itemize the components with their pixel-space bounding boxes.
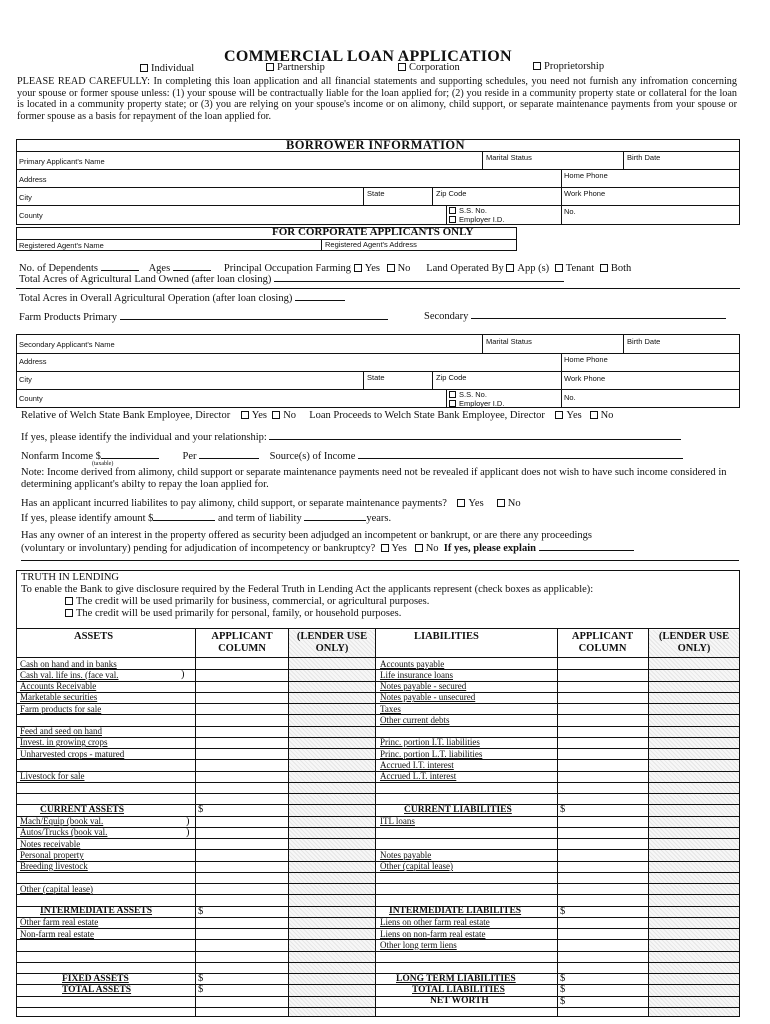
checkbox-icon — [533, 62, 541, 70]
farm-products-row: Farm Products Primary — [19, 310, 388, 323]
table-row-line — [16, 1007, 740, 1008]
asset-row-label: Personal property — [20, 849, 84, 860]
asset-row-label: Feed and seed on hand — [20, 726, 102, 736]
assets-header: ASSETS — [74, 631, 114, 642]
zip-label: Zip Code — [436, 189, 467, 198]
liability-row-label: Life insurance loans — [380, 669, 453, 680]
table-row-line — [16, 928, 740, 929]
note-paragraph: Note: Income derived from alimony, child support or separate maintenance payments need not be revealed if applicant does not wish to have such income considered in determining applicant's abilty to repay the loan applied for. — [21, 467, 727, 490]
asset-row-label: Breeding livestock — [20, 861, 88, 871]
borrower-heading: BORROWER INFORMATION — [286, 138, 465, 152]
asset-row-label: Notes receivable — [20, 838, 81, 849]
table-row-line — [16, 726, 740, 727]
option-individual[interactable]: Individual — [140, 63, 194, 74]
paren-close: ) — [186, 826, 190, 838]
state-label: State — [367, 189, 385, 198]
asset-row-label: TOTAL ASSETS — [62, 984, 132, 995]
truth-heading: TRUTH IN LENDING — [21, 572, 119, 583]
table-row-line — [16, 669, 740, 670]
table-row-line — [16, 883, 740, 884]
asset-row-label: Livestock for sale — [20, 771, 85, 781]
table-row-line — [16, 816, 740, 817]
checkbox-icon — [266, 63, 274, 71]
asset-row-label: Unharvested crops - matured — [20, 748, 125, 759]
liability-row-label: Accounts payable — [380, 658, 445, 669]
asset-row-label: Mach/Equip (book val. — [20, 816, 104, 826]
lender-use-header-right: (LENDER USE ONLY) — [658, 631, 730, 654]
secondary-no-label: No. — [564, 393, 576, 402]
voluntary-row: (voluntary or involuntary) pending for adjudication of incompetency or bankruptcy? Yes No If yes, please explain — [21, 541, 634, 554]
liability-row-label: INTERMEDIATE LIABILITES — [389, 906, 522, 916]
liability-row-label: Notes payable - secured — [380, 681, 467, 691]
option-corporation[interactable]: Corporation — [398, 62, 460, 73]
notice-paragraph: PLEASE READ CAREFULLY: In completing this loan application and all financial statements and supporting schedules, you need not furnish any infromation concerning your spouse or former spouse unless: (1) your spouse will be contractually liable for the loan applied for; (2) you reside in a community property state or collateral for the loan is located in a community property state; or (3) you are relying on your spouse's income or on alimony, child support, or separate maintenance payments from your spouse or former spouse as a basis for repayment of the loan applied for. — [17, 76, 737, 122]
dependents-row: No. of Dependents Ages Principal Occupation Farming Yes No Land Operated By App (s) Tenant Both — [19, 263, 632, 274]
nonfarm-income-row: Nonfarm Income $ Per Source(s) of Income — [21, 449, 683, 462]
liability-row-label: Accrued I.T. interest — [380, 759, 454, 770]
liability-row-label: ITL loans — [380, 816, 415, 826]
address-label: Address — [19, 175, 47, 184]
agent-name-label: Registered Agent's Name — [19, 241, 104, 250]
asset-row-label: Cash on hand and in banks — [20, 658, 117, 669]
applicant-column-header-left: APPLICANT COLUMN — [211, 631, 273, 654]
checkbox-icon — [398, 63, 406, 71]
secondary-zip-label: Zip Code — [436, 373, 467, 382]
asset-row-label: Non-farm real estate — [20, 928, 94, 939]
table-row-line — [16, 917, 740, 918]
personal-purpose-option[interactable]: The credit will be used primarily for personal, family, or household purposes. — [65, 608, 401, 619]
county-label: County — [19, 211, 43, 220]
asset-row-label: FIXED ASSETS — [62, 973, 129, 984]
table-row-line — [16, 681, 740, 682]
asset-row-label: Other (capital lease) — [20, 883, 93, 894]
asset-row-label: Farm products for sale — [20, 703, 102, 714]
no-label: No. — [564, 207, 576, 216]
table-row-line — [16, 827, 740, 828]
secondary-marital-label: Marital Status — [486, 337, 532, 346]
lender-use-header-left: (LENDER USE ONLY) — [296, 631, 368, 654]
liability-row-label: Other (capital lease) — [380, 861, 453, 871]
table-row-line — [16, 692, 740, 693]
corporate-heading: FOR CORPORATE APPLICANTS ONLY — [272, 226, 474, 238]
relative-row: Relative of Welch State Bank Employee, Director Yes No Loan Proceeds to Welch State Bank Employee, Director Yes No — [21, 410, 614, 421]
secondary-name-label: Secondary Applicant's Name — [19, 340, 115, 349]
table-row-line — [16, 849, 740, 850]
acres-overall-row: Total Acres in Overall Agricultural Operation (after loan closing) — [19, 291, 345, 304]
primary-name-label: Primary Applicant's Name — [19, 157, 105, 166]
table-row-line — [16, 737, 740, 738]
truth-intro: To enable the Bank to give disclosure required by the Federal Truth in Lending Act the applicants represent (check boxes as applicable): — [21, 584, 594, 595]
option-proprietorship[interactable]: Proprietorship — [533, 61, 604, 72]
liability-row-label: Liens on other farm real estate — [380, 917, 490, 928]
secondary-products-row: Secondary — [424, 309, 726, 322]
table-row-line — [16, 894, 740, 895]
ssn-option[interactable]: S.S. No. — [449, 206, 487, 215]
liability-row-label: Other long term liens — [380, 939, 457, 950]
financial-table — [16, 628, 740, 1017]
liability-row-label: Notes payable — [380, 849, 432, 860]
asset-row-label: Cash val. life ins. (face val. — [20, 669, 119, 680]
dollar-sign: $ — [198, 984, 204, 996]
table-row-line — [16, 714, 740, 715]
table-row-line — [16, 804, 740, 805]
owner-interest-row: Has any owner of an interest in the property offered as security been adjudged an incompetent or bankrupt, or are there any proceedings — [21, 530, 592, 541]
table-row-line — [16, 861, 740, 862]
form-title: COMMERCIAL LOAN APPLICATION — [224, 48, 512, 65]
table-row-line — [16, 872, 740, 873]
table-row-line — [16, 962, 740, 963]
liability-row-label: TOTAL LIABILITIES — [412, 984, 505, 995]
asset-row-label: Other farm real estate — [20, 917, 99, 928]
birth-label: Birth Date — [627, 153, 661, 162]
asset-row-label: INTERMEDIATE ASSETS — [40, 906, 153, 916]
paren-close: ) — [186, 815, 190, 827]
table-row-line — [16, 703, 740, 704]
table-row-line — [16, 838, 740, 839]
lender-shade-left — [288, 630, 375, 1016]
paren-close: ) — [181, 669, 185, 681]
liabilities-header: LIABILITIES — [414, 631, 479, 642]
acres-owned-row: Total Acres of Agricultural Land Owned (after loan closing) — [19, 272, 564, 285]
dollar-sign: $ — [560, 984, 566, 996]
dollar-sign: $ — [198, 973, 204, 984]
taxable-label: (taxable) — [92, 461, 114, 467]
asset-row-label: Accounts Receivable — [20, 681, 97, 691]
table-row-line — [16, 782, 740, 783]
liability-row-label: NET WORTH — [430, 996, 489, 1006]
secondary-home-phone-label: Home Phone — [564, 355, 608, 364]
table-row-line — [16, 951, 740, 952]
asset-row-label: CURRENT ASSETS — [40, 804, 125, 815]
checkbox-icon — [140, 64, 148, 72]
dollar-sign: $ — [198, 804, 204, 816]
employer-id-option[interactable]: Employer I.D. — [449, 215, 504, 224]
option-partnership[interactable]: Partnership — [266, 62, 325, 73]
amount-row: If yes, please identify amount $ and term of liability years. — [21, 513, 392, 524]
liability-row-label: Other current debts — [380, 714, 450, 725]
business-purpose-option[interactable]: The credit will be used primarily for business, commercial, or agricultural purposes. — [65, 596, 429, 607]
liability-row-label: Princ. portion L.T. liabilities — [380, 748, 483, 759]
applicant-column-header-right: APPLICANT COLUMN — [571, 631, 634, 654]
asset-row-label: Marketable securities — [20, 692, 98, 703]
lender-shade-right — [648, 630, 739, 1016]
secondary-birth-label: Birth Date — [627, 337, 661, 346]
marital-label: Marital Status — [486, 153, 532, 162]
work-phone-label: Work Phone — [564, 189, 606, 198]
table-row-line — [16, 793, 740, 794]
liability-row-label: Notes payable - unsecured — [380, 692, 476, 703]
asset-row-label: Invest. in growing crops — [20, 737, 108, 748]
table-row-line — [16, 748, 740, 749]
dollar-sign: $ — [198, 905, 204, 917]
liability-row-label: Accrued L.T. interest — [380, 771, 457, 781]
liability-row-label: LONG TERM LIABILITIES — [396, 973, 516, 984]
secondary-employer-id-option[interactable]: Employer I.D. — [449, 399, 504, 408]
asset-row-label: Autos/Trucks (book val. — [20, 827, 108, 838]
secondary-state-label: State — [367, 373, 385, 382]
secondary-city-label: City — [19, 375, 32, 384]
city-label: City — [19, 193, 32, 202]
dollar-sign: $ — [560, 973, 566, 984]
agent-address-label: Registered Agent's Address — [325, 240, 417, 249]
liability-row-label: Taxes — [380, 703, 401, 714]
identify-row: If yes, please identify the individual and your relationship: — [21, 430, 681, 443]
secondary-address-label: Address — [19, 357, 47, 366]
table-row-line — [16, 771, 740, 772]
liabilities-question: Has an applicant incurred liabilites to pay alimony, child support, or separate maintenance payments? Yes No — [21, 498, 521, 509]
dollar-sign: $ — [560, 995, 566, 1007]
table-row-line — [16, 759, 740, 760]
dollar-sign: $ — [560, 905, 566, 917]
liability-row-label: CURRENT LIABILITIES — [404, 804, 512, 815]
table-row-line — [16, 939, 740, 940]
table-row-line — [16, 996, 740, 997]
home-phone-label: Home Phone — [564, 171, 608, 180]
dollar-sign: $ — [560, 804, 566, 816]
secondary-work-phone-label: Work Phone — [564, 374, 606, 383]
liability-row-label: Princ. portion I.T. liabilities — [380, 737, 480, 748]
secondary-ssn-option[interactable]: S.S. No. — [449, 390, 487, 399]
liability-row-label: Liens on non-farm real estate — [380, 928, 486, 939]
secondary-county-label: County — [19, 394, 43, 403]
